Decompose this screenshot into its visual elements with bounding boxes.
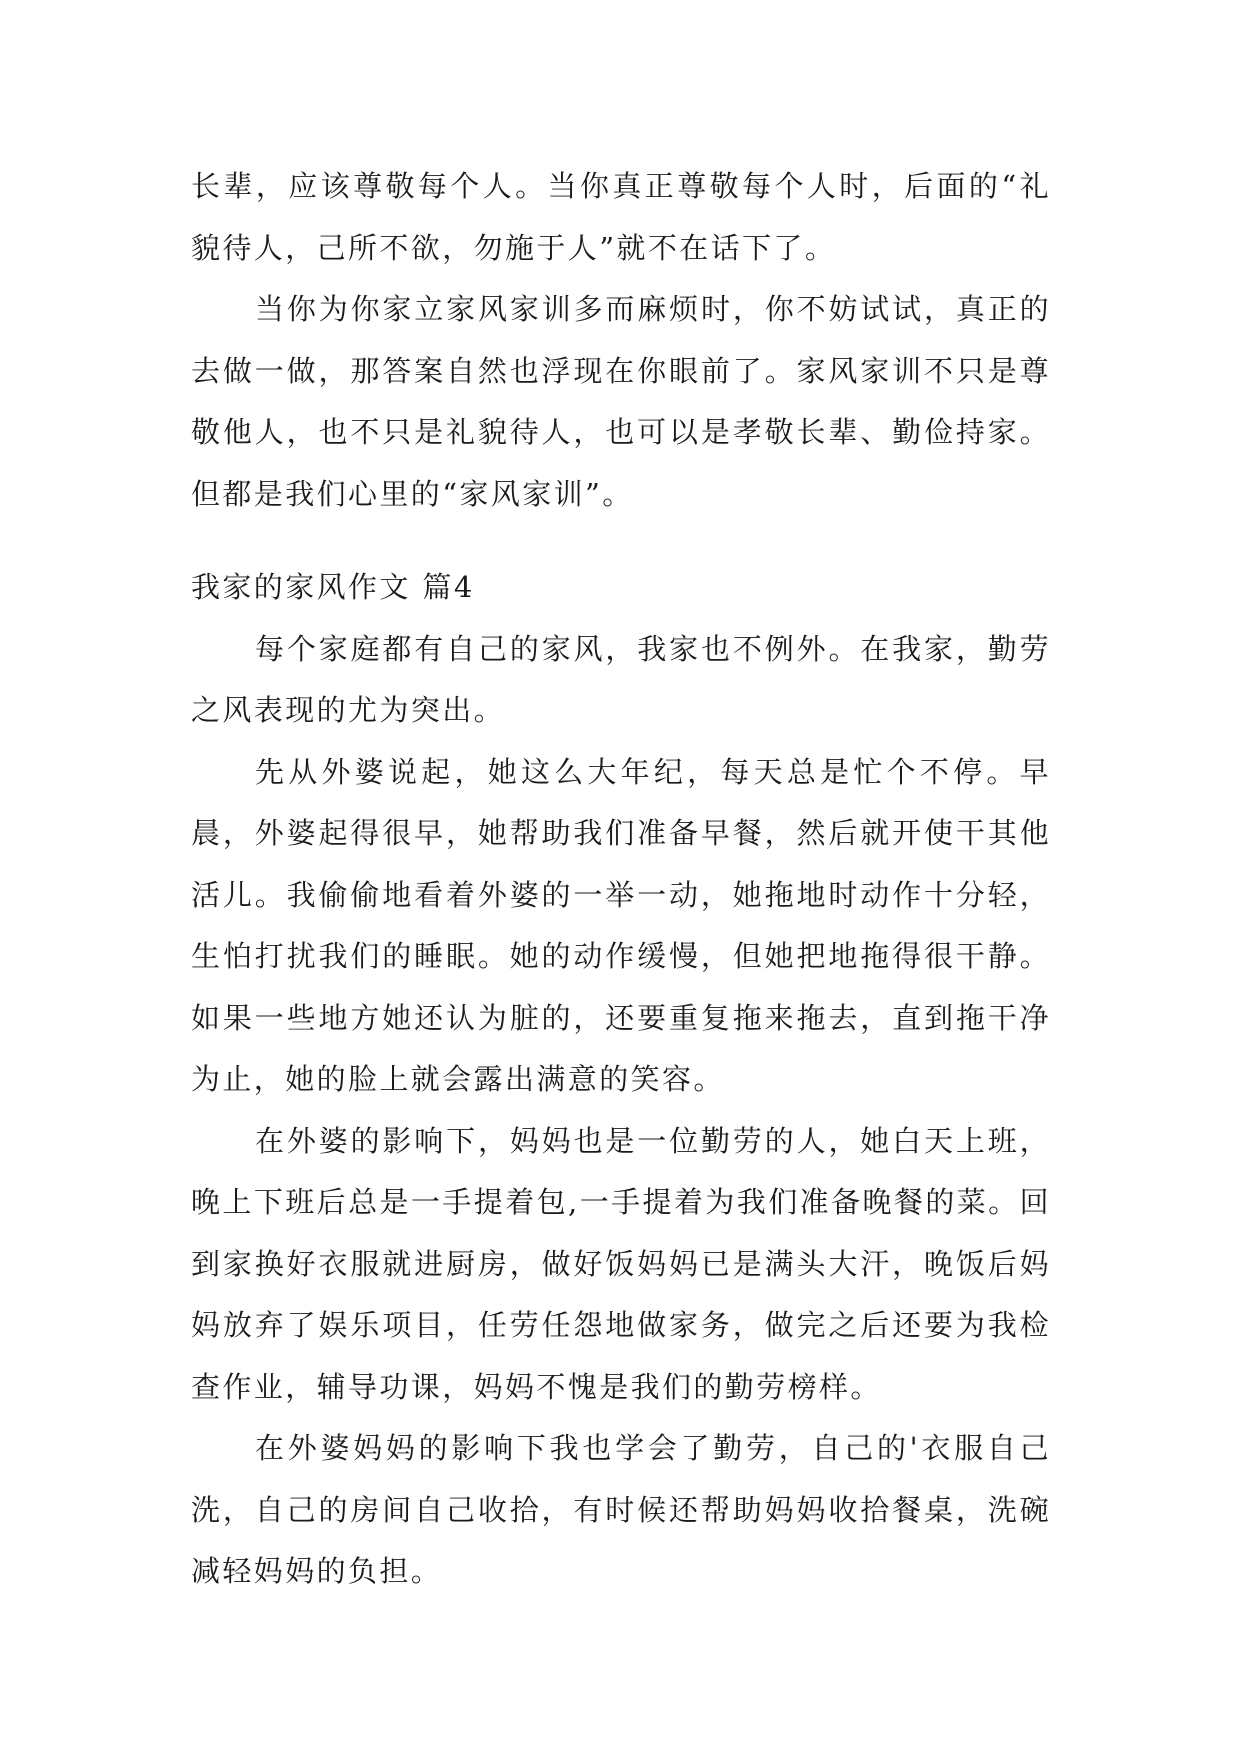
- previous-section-text: [191, 156, 1051, 525]
- paragraph: 每个家庭都有自己的家风，我家也不例外。在我家，勤劳之风表现的尤为突出。: [191, 631, 1051, 727]
- paragraph: 在外婆的影响下，妈妈也是一位勤劳的人，她白天上班，晚上下班后总是一手提着包,一手提着为我们准备晚餐的菜。回到家换好衣服就进厨房，做好饭妈妈已是满头大汗，晚饭后妈妈放弃了娱乐项目，任劳任怨地做家务，做完之后还要为我检查作业，辅导功课，妈妈不愧是我们的勤劳榜样。: [191, 1123, 1051, 1404]
- paragraph: 在外婆妈妈的影响下我也学会了勤劳，自己的'衣服自己洗，自己的房间自己收拾，有时候还帮助妈妈收拾餐桌，洗碗减轻妈妈的负担。: [191, 1431, 1051, 1588]
- section-title: 我家的家风作文 篇4: [191, 570, 475, 604]
- paragraph-continuation: 长辈，应该尊敬每个人。当你真正尊敬每个人时，后面的“礼貌待人，己所不欲，勿施于人”就不在话下了。: [191, 169, 1051, 265]
- paragraph: 先从外婆说起，她这么大年纪，每天总是忙个不停。早晨，外婆起得很早，她帮助我们准备早餐，然后就开使干其他活儿。我偷偷地看着外婆的一举一动，她拖地时动作十分轻，生怕打扰我们的睡眠。她的动作缓慢，但她把地拖得很干静。如果一些地方她还认为脏的，还要重复拖来拖去，直到拖干净为止，她的脸上就会露出满意的笑容。: [191, 754, 1051, 1096]
- section-4: [191, 557, 1051, 1603]
- paragraph: 当你为你家立家风家训多而麻烦时，你不妨试试，真正的去做一做，那答案自然也浮现在你眼前了。家风家训不只是尊敬他人，也不只是礼貌待人，也可以是孝敬长辈、勤俭持家。但都是我们心里的“家风家训”。: [191, 292, 1051, 511]
